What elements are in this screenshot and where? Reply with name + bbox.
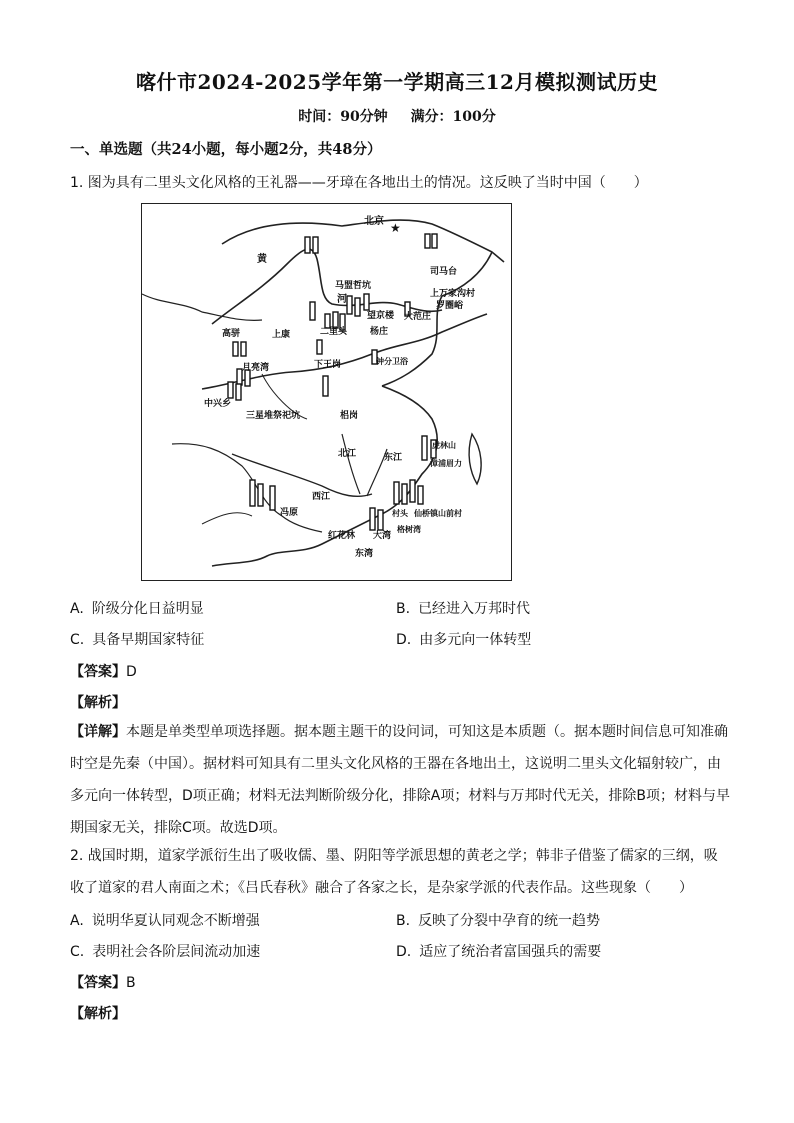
map-label-beijing: 北京 bbox=[364, 216, 384, 227]
q2-option-b[interactable]: B. 反映了分裂中孕育的统一趋势 bbox=[396, 913, 601, 929]
yazhang-distribution-map bbox=[141, 203, 512, 581]
q1-answer: 【答案】D bbox=[70, 664, 137, 680]
q2-stem: 2. 战国时期，道家学派衍生出了吸收儒、墨、阴阳等学派思想的黄老之学；韩非子借鉴了儒家的三纲，吸收了道家的君人南面之术；《吕氏春秋》融合了各家之长，是杂家学派的代表作品。这些现象（ ） bbox=[70, 848, 718, 896]
q2-answer: 【答案】B bbox=[70, 975, 136, 991]
map-label-erlitou: 二里头 bbox=[320, 327, 348, 337]
map-label-xianqiao: 仙桥镇山前村 bbox=[414, 509, 462, 518]
map-drawing bbox=[142, 204, 512, 581]
map-label-dongwan: 东湾 bbox=[355, 549, 374, 559]
page-title: 喀什市2024-2025学年第一学期高三12月模拟测试历史 bbox=[136, 70, 658, 94]
map-label-zhongwei: 钟分卫浴 bbox=[376, 357, 408, 366]
map-label-lvgang: 梠岗 bbox=[340, 411, 359, 421]
q2-option-c[interactable]: C. 表明社会各阶层间流动加速 bbox=[70, 944, 261, 960]
q1-option-d[interactable]: D. 由多元向一体转型 bbox=[396, 632, 532, 648]
map-label-yueliangwan: 月亮湾 bbox=[242, 363, 270, 373]
full-score: 满分：100分 bbox=[410, 109, 496, 125]
map-label-beijiang: 北江 bbox=[338, 449, 357, 459]
map-label-simatai: 司马台 bbox=[430, 267, 458, 277]
q2-option-a[interactable]: A. 说明华夏认同观念不断增强 bbox=[70, 913, 260, 929]
q2-analysis-label: 【解析】 bbox=[70, 1006, 126, 1022]
q1-option-b[interactable]: B. 已经进入万邦时代 bbox=[396, 601, 531, 617]
q1-option-c[interactable]: C. 具备早期国家特征 bbox=[70, 632, 205, 648]
map-label-shangkang: 上康 bbox=[272, 330, 291, 340]
exam-info bbox=[0, 106, 794, 126]
time-limit: 时间：90分钟 bbox=[298, 109, 388, 125]
q1-detail: 【详解】本题是单类型单项选择题。据本题主题干的设问词，可知这是本质题（。据本题时间信息可知准确时空是先秦（中国）。据材料可知具有二里头文化风格的王器在各地出土，这说明二里头文化辐射较广，由多元向一体转型，D项正确；材料无法判断阶级分化，排除A项；材料与万邦时代无关，排除B项；材料与早期国家无关，排除C项。故选D项。 bbox=[70, 724, 730, 836]
q1-stem: 1. 图为具有二里头文化风格的王礼器——牙璋在各地出土的情况。这反映了当时中国（ ） bbox=[70, 175, 648, 191]
beijing-star-icon: ★ bbox=[390, 221, 401, 235]
map-label-huang: 黄 bbox=[257, 254, 267, 265]
map-label-gaopian: 高骈 bbox=[222, 329, 241, 339]
map-label-geshuwan: 格树湾 bbox=[397, 525, 421, 534]
map-label-hulinshan: 虎林山 bbox=[432, 441, 456, 450]
map-label-dafanzhuang: 大范庄 bbox=[404, 312, 432, 322]
map-label-xijiang: 西江 bbox=[312, 492, 331, 502]
map-label-luoquanyu: 罗圈峪 bbox=[436, 301, 464, 311]
map-label-mamengtai: 马盟哲坑 bbox=[335, 281, 372, 291]
map-label-honghualin: 红花林 bbox=[328, 531, 356, 541]
map-label-fengyuan: 冯原 bbox=[280, 508, 299, 518]
map-label-dawan: 大湾 bbox=[373, 531, 392, 541]
q2-option-d[interactable]: D. 适应了统治者富国强兵的需要 bbox=[396, 944, 602, 960]
q1-analysis-label: 【解析】 bbox=[70, 695, 126, 711]
map-label-shangwanjiagou: 上万家沟村 bbox=[430, 289, 476, 299]
q1-option-a[interactable]: A. 阶级分化日益明显 bbox=[70, 601, 204, 617]
map-label-sanxingdui: 三星堆祭祀坑 bbox=[246, 411, 301, 421]
map-label-xiawanggang: 下王岗 bbox=[314, 360, 342, 370]
map-label-yangzhuang: 杨庄 bbox=[370, 327, 389, 337]
section-heading: 一、单选题（共24小题，每小题2分，共48分） bbox=[70, 141, 382, 158]
map-label-zhongxingxiang: 中兴乡 bbox=[204, 399, 232, 409]
map-label-wangjinglou: 望京楼 bbox=[367, 311, 395, 321]
map-label-cuntou: 村头 bbox=[392, 509, 408, 518]
map-label-he: 河 bbox=[337, 294, 347, 305]
map-label-dongjiang: 东江 bbox=[384, 453, 403, 463]
map-label-zhangpu: 漳浦眉力 bbox=[430, 459, 462, 468]
